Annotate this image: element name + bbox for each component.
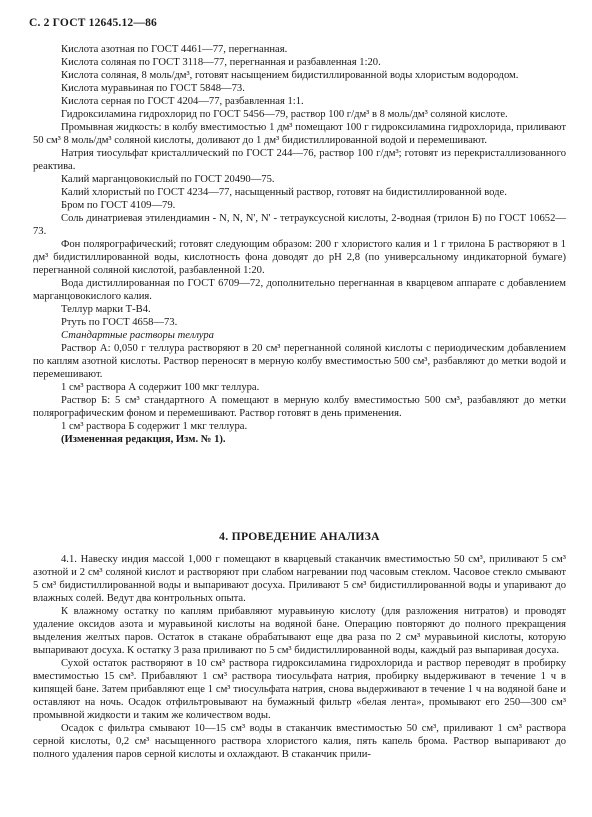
analysis-paragraph: Осадок с фильтра смывают 10—15 см³ воды в стаканчик вместимостью 50 см³, приливают 1 см³ раствора серной кислоты, 0,2 см³ насыщенного раствора хлористого калия, пять капель брома. Раствор выпаривают до полного удаления паров серной кислоты и охлаждают. В стаканчик прили- [33,723,566,760]
reagent-item: Кислота серная по ГОСТ 4204—77, разбавленная 1:1. [61,96,304,107]
reagent-item: Калий хлористый по ГОСТ 4234—77, насыщенный раствор, готовят на бидистиллированной воде. [61,187,507,198]
section-title: 4. ПРОВЕДЕНИЕ АНАЛИЗА [219,530,380,543]
reagent-item: Кислота соляная по ГОСТ 3118—77, перегнанная и разбавленная 1:20. [61,57,381,68]
reagent-item: Теллур марки Т-В4. [61,304,151,315]
analysis-section [33,530,566,543]
standard-item: Раствор Б: 5 см³ стандартного А помещают в мерную колбу вместимостью 500 см³, разбавляют до метки полярографическим фоном и перемешивают. Раствор готовят в день применения. [33,395,566,419]
reagent-item: Промывная жидкость: в колбу вместимостью 1 дм³ помещают 100 г гидроксиламина гидрохлорида, приливают 50 см³ 8 моль/дм³ соляной кислоты, доливают до 1 дм³ бидистиллированной водой и перемешивают. [33,122,566,146]
edition-note: (Измененная редакция, Изм. № 1). [61,434,226,445]
standard-item: Раствор А: 0,050 г теллура растворяют в 20 см³ перегнанной соляной кислоты с периодическим добавлением по каплям азотной кислоты. Раствор переносят в мерную колбу вместимостью 500 см³, разбавляют до метки водой и перемешивают. [33,343,566,380]
standard-solutions-title: Стандартные растворы теллура [61,330,214,341]
analysis-paragraph: 4.1. Навеску индия массой 1,000 г помещают в кварцевый стаканчик вместимостью 50 см³, приливают 5 см³ азотной и 2 см³ соляной кислот и растворяют при слабом нагревании под часовым стеклом. Часовое стекло смывают 5 см³ бидистиллированной воды и выпаривают досуха. Приливают 5 см³ бидистиллированной воды и упаривают до влажных солей. Ведут два контрольных опыта. [33,554,566,604]
reagent-item: Бром по ГОСТ 4109—79. [61,200,176,211]
reagent-item: Кислота азотная по ГОСТ 4461—77, перегнанная. [61,44,288,55]
reagent-item: Соль динатриевая этилендиамин - N, N, N', N' - тетрауксусной кислоты, 2-водная (трилон Б) по ГОСТ 10652—73. [33,213,566,237]
reagent-item: Ртуть по ГОСТ 4658—73. [61,317,178,328]
analysis-paragraph: К влажному остатку по каплям прибавляют муравьиную кислоту (для разложения нитратов) и проводят удаление оксидов азота и муравьиной кислоты на водяной бане. Операцию повторяют до полного прекращения выделения желтых паров. Остаток в стакане обрабатывают еще два раза по 2 см³ муравьиной кислоты, которую выпаривают досуха. К остатку 3 раза приливают по 5 см³ бидистиллированной воды, каждый раз выпаривая досуха. [33,606,566,656]
reagents-block [33,43,566,446]
reagent-item: Натрия тиосульфат кристаллический по ГОСТ 244—76, раствор 100 г/дм³; готовят из перекристаллизованного реактива. [33,148,566,172]
page-header: С. 2 ГОСТ 12645.12—86 [29,17,157,29]
reagent-item: Кислота муравьиная по ГОСТ 5848—73. [61,83,245,94]
analysis-block [33,553,566,761]
reagent-item: Гидроксиламина гидрохлорид по ГОСТ 5456—79, раствор 100 г/дм³ в 8 моль/дм³ соляной кислоте. [61,109,508,120]
reagent-item: Кислота соляная, 8 моль/дм³, готовят насыщением бидистиллированной воды хлористым водородом. [61,70,519,81]
standard-item: 1 см³ раствора Б содержит 1 мкг теллура. [61,421,248,432]
reagent-item: Фон полярографический; готовят следующим образом: 200 г хлористого калия и 1 г трилона Б растворяют в 1 дм³ бидистиллированной воды, кислотность фона доводят до pH 2,8 (по универсальному индикаторной бумаге) перегнанной соляной кислотой, разбавленной 1:20. [33,239,566,276]
standard-item: 1 см³ раствора А содержит 100 мкг теллура. [61,382,260,393]
analysis-paragraph: Сухой остаток растворяют в 10 см³ раствора гидроксиламина гидрохлорида и раствор переводят в пробирку вместимостью 15 см³. Прибавляют 1 см³ раствора тиосульфата натрия, пробирку выдерживают в течение 1 ч в кипящей бане. Затем прибавляют еще 1 см³ тиосульфата натрия, снова выдерживают в течение 1 ч на водяной бане и оставляют на ночь. Осадок отфильтровывают на бумажный фильтр «белая лента», промывают его 250—300 см³ промывной жидкости и таким же количеством воды. [33,658,566,721]
reagent-item: Вода дистиллированная по ГОСТ 6709—72, дополнительно перегнанная в кварцевом аппарате с добавлением марганцовокислого калия. [33,278,566,302]
reagent-item: Калий марганцовокислый по ГОСТ 20490—75. [61,174,275,185]
